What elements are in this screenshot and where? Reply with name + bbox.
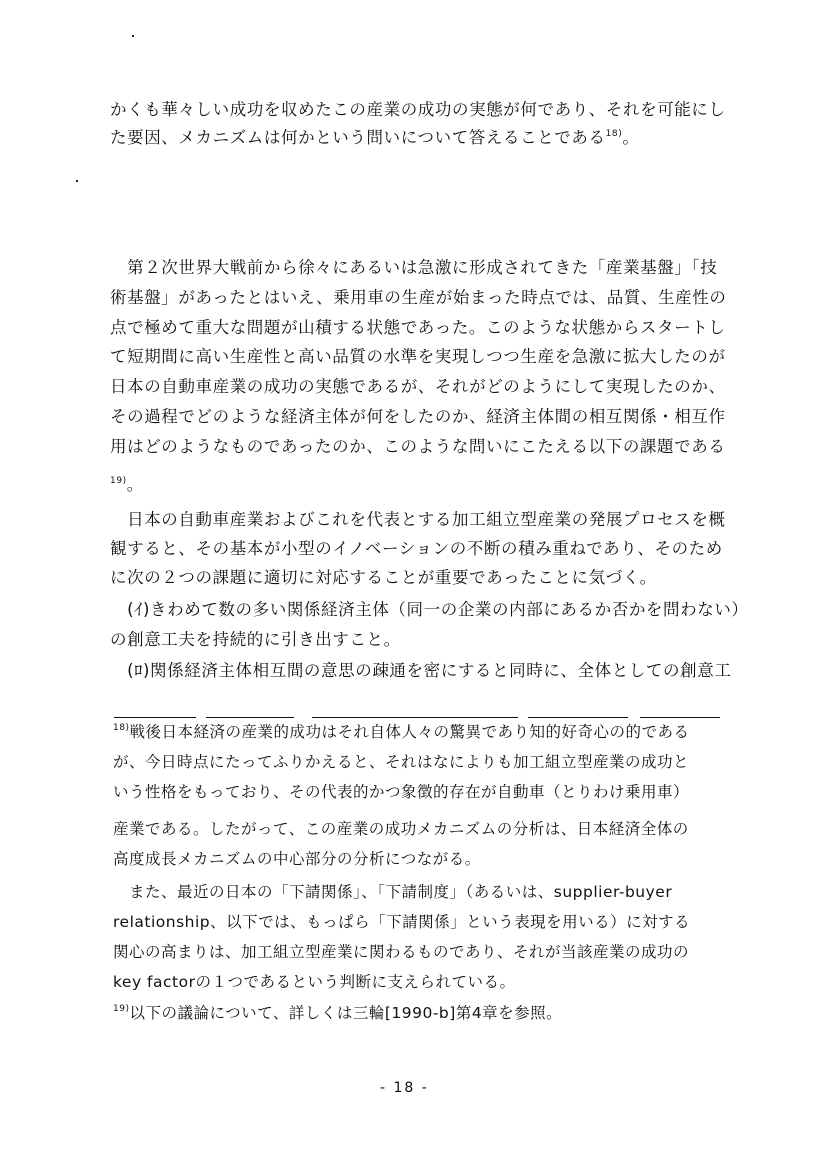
p1-line-1: 第２次世界大戦前から徐々にあるいは急激に形成されてきた「産業基盤」「技 [110,258,718,277]
footnote-rule-segment [640,717,720,718]
footnote-rule-segment [114,717,196,718]
footnote-ref-19: 19) [110,476,127,486]
item-2-line-1: (ﾛ)関係経済主体相互間の意思の疎通を密にすると同時に、全体としての創意工 [110,661,732,680]
footnote-18-line-7: relationship、以下では、もっぱら「下請関係」という表現を用いる）に対する [113,913,691,931]
p1-line-8 [110,475,720,495]
footnote-18-line-3: いう性格をもっており、その代表的かつ象徴的存在が自動車（とりわけ乗用車） [113,783,690,801]
p1-line-6: その過程でどのような経済主体が何をしたのか、経済主体間の相互関係・相互作 [110,407,726,426]
footnote-rule-segment [528,717,628,718]
footnote-18-line-6: また、最近の日本の「下請関係」、「下請制度」（あるいは、supplier-buyer [113,883,673,901]
p1-line-2: 術基盤」があったとはいえ、乗用車の生産が始まった時点では、品質、生産性の [110,288,727,307]
p1-line-7: 用はどのようなものであったのか、このような問いにこたえる以下の課題である [110,437,726,456]
intro-line-2-text: た要因、メカニズムは何かという問いについて答えることである [110,128,606,147]
footnote-19-line [113,1003,723,1023]
item-1-line-1: (ｲ)きわめて数の多い関係経済主体（同一の企業の内部にあるか否かを問わない） [110,600,749,619]
scan-speck [132,35,134,37]
footnote-ref-18: 18) [605,129,623,139]
footnote-rule-segment [312,717,518,718]
page-number: - 18 - [380,1080,429,1096]
footnote-18-line-5: 高度成長メカニズムの中心部分の分析につながる。 [113,850,481,868]
footnote-18-line-4: 産業である。したがって、この産業の成功メカニズムの分析は、日本経済全体の [113,820,689,838]
footnote-rule-segment [206,717,294,718]
scan-speck [76,180,78,182]
p1-line-3: 点で極めて重大な問題が山積する状態であった。このような状態からスタートし [110,318,726,337]
p2-line-2: 観すると、その基本が小型のイノベーションの不断の積み重ねであり、そのため [110,539,723,558]
p1-line-4: て短期間に高い生産性と高い品質の水準を実現しつつ生産を急激に拡大したのが [110,347,726,366]
footnote-18-line-9: key factorの１つであるという判断に支えられている。 [113,973,516,991]
intro-line-1: かくも華々しい成功を収めたこの産業の成功の実態が何であり、それを可能にし [110,100,726,119]
footnote-18-line-8: 関心の高まりは、加工組立型産業に関わるものであり、それが当該産業の成功の [113,943,690,961]
intro-line-2 [110,128,720,148]
item-1-line-2: の創意工夫を持続的に引き出すこと。 [110,630,401,649]
footnote-19-marker: 19) [113,1004,130,1014]
p2-line-3: に次の２つの課題に適切に対応することが重要であったことに気づく。 [110,568,657,587]
footnote-18-text: 戦後日本経済の産業的成功はそれ自体人々の驚異であり知的好奇心の的である [129,723,690,741]
footnote-18-line-1 [113,722,723,742]
p1-line-8-end: 。 [126,475,144,494]
p1-line-5: 日本の自動車産業の成功の実態であるが、それがどのようにして実現したのか、 [110,377,726,396]
footnote-19-text: 以下の議論について、詳しくは三輪[1990-b]第4章を参照。 [129,1004,563,1022]
footnote-18-marker: 18) [113,723,130,733]
p2-line-1: 日本の自動車産業およびこれを代表とする加工組立型産業の発展プロセスを概 [110,510,726,529]
footnote-18-line-2: が、今日時点にたってふりかえると、それはなによりも加工組立型産業の成功と [113,753,690,771]
intro-line-2-end: 。 [622,128,640,147]
